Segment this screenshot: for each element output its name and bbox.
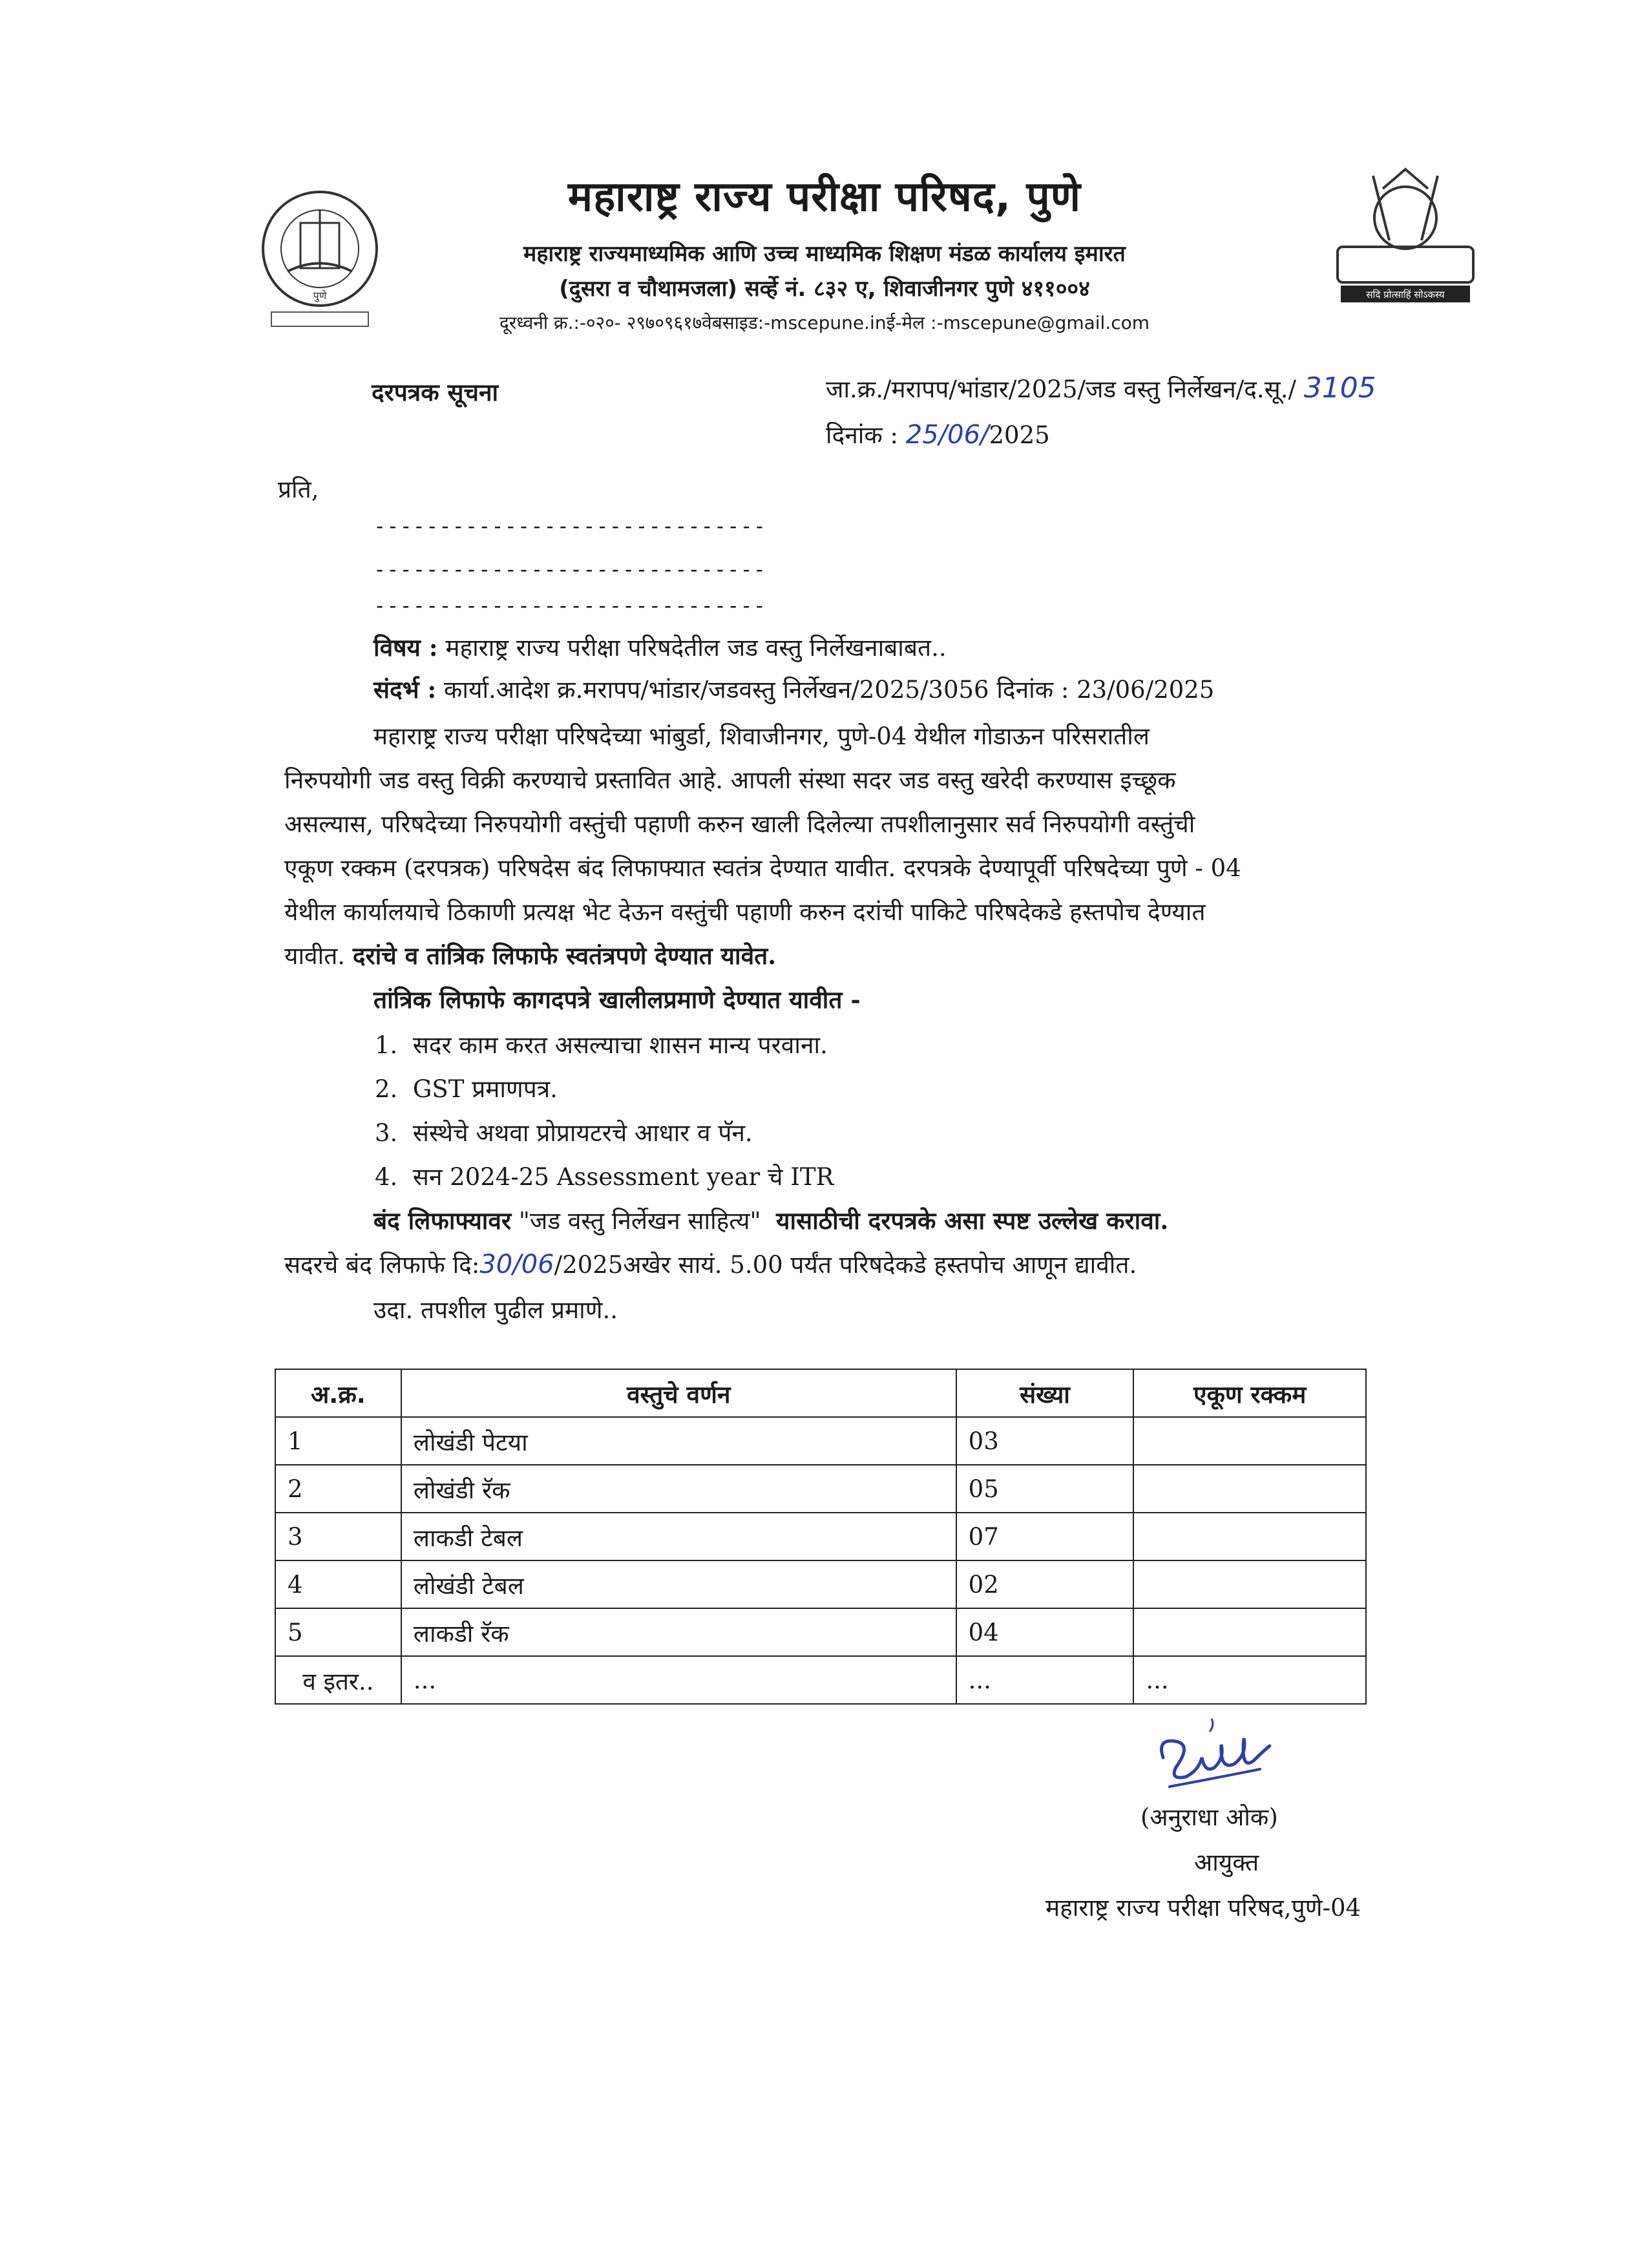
table-header-row	[275, 1369, 1366, 1417]
paragraph-line: एकूण रक्कम (दरपत्रक) परिषदेस बंद लिफाफ्यात स्वतंत्र देण्यात यावीत. दरपत्रके देण्यापूर्वी परिषदेच्या पुणे - 04	[284, 854, 1241, 882]
cell-serial: 4	[275, 1560, 401, 1608]
notice-type-label: दरपत्रक सूचना	[372, 378, 499, 406]
table-row	[275, 1417, 1366, 1465]
organization-title: महाराष्ट्र राज्य परीक्षा परिषद, पुणे	[567, 173, 1082, 221]
handwritten-signature	[1137, 1706, 1286, 1803]
cell-description: लाकडी रॅक	[401, 1608, 956, 1656]
paragraph-line: असल्यास, परिषदेच्या निरुपयोगी वस्तुंची पहाणी करुन खाली दिलेल्या तपशीलानुसार सर्व निरुपयोगी वस्तुंची	[284, 810, 1195, 838]
deadline-handwritten: 30/06	[479, 1250, 554, 1279]
reference-text: कार्या.आदेश क्र.मरापप/भांडार/जडवस्तु निर्लेखन/2025/3056 दिनांक : 23/06/2025	[443, 676, 1215, 704]
cell-amount	[1133, 1560, 1366, 1608]
subject-line	[373, 630, 947, 663]
cell-amount	[1133, 1417, 1366, 1465]
envelope-quote: "जड वस्तु निर्लेखन साहित्य"	[518, 1207, 761, 1235]
to-label: प्रति,	[278, 476, 319, 503]
envelope-bold-start: बंद लिफाफ्यावर	[373, 1206, 512, 1235]
cell-quantity: ...	[956, 1656, 1134, 1704]
cell-description: लाकडी टेबल	[401, 1513, 956, 1560]
date-year: 2025	[989, 421, 1050, 449]
envelope-instruction	[373, 1203, 1168, 1236]
paragraph-last-bold: दरांचे व तांत्रिक लिफाफे स्वतंत्रपणे देण्यात यावेत.	[352, 941, 777, 970]
technical-documents-heading: तांत्रिक लिफाफे कागदपत्रे खालीलप्रमाणे देण्यात यावीत -	[373, 985, 861, 1014]
envelope-bold-end: यासाठीची दरपत्रके असा स्पष्ट उल्लेख करावा.	[776, 1206, 1169, 1235]
table-row	[275, 1465, 1366, 1513]
signatory-designation: आयुक्त	[1194, 1849, 1259, 1876]
cell-amount: ...	[1133, 1656, 1366, 1704]
paragraph-line: येथील कार्यालयाचे ठिकाणी प्रत्यक्ष भेट देऊन वस्तुंची पहाणी करुन दरांची पाकिटे परिषदेकडे हस्तपोच देण्यात	[284, 898, 1206, 926]
reference-number-line	[826, 372, 1376, 404]
table-row	[275, 1608, 1366, 1656]
table-row	[275, 1513, 1366, 1560]
deadline-suffix: /2025अखेर सायं. 5.00 पर्यंत परिषदेकडे हस्तपोच आणून द्यावीत.	[554, 1251, 1137, 1279]
reference-line	[373, 672, 1214, 705]
header-total-amount: एकूण रक्कम	[1133, 1369, 1366, 1417]
date-handwritten: 25/06/	[905, 420, 989, 450]
cell-serial: 5	[275, 1608, 401, 1656]
cell-quantity: 05	[956, 1465, 1134, 1513]
paragraph-line: निरुपयोगी जड वस्तु विक्री करण्याचे प्रस्तावित आहे. आपली संस्था सदर जड वस्तु खरेदी करण्यास इच्छूक	[284, 766, 1176, 794]
signatory-office: महाराष्ट्र राज्य परीक्षा परिषद,पुणे-04	[1045, 1894, 1361, 1922]
table-row	[275, 1656, 1366, 1704]
right-logo-caption: सदि प्रोत्साहिं सोऽकस्य	[1366, 289, 1445, 300]
subject-label: विषय :	[373, 633, 438, 662]
subject-text: महाराष्ट्र राज्य परीक्षा परिषदेतील जड वस्तु निर्लेखनाबाबत..	[445, 634, 947, 662]
notice-date-line	[826, 417, 1050, 450]
reference-label: संदर्भ :	[373, 675, 437, 704]
cell-quantity: 07	[956, 1513, 1134, 1560]
cell-serial: व इतर..	[275, 1656, 401, 1704]
list-item: 4. सन 2024-25 Assessment year चे ITR	[375, 1163, 834, 1191]
office-building-line: महाराष्ट्र राज्यमाध्यमिक आणि उच्च माध्यमिक शिक्षण मंडळ कार्यालय इमारत	[523, 241, 1126, 267]
emblem-logo	[1328, 163, 1483, 308]
date-prefix: दिनांक :	[826, 421, 898, 449]
cell-quantity: 03	[956, 1417, 1134, 1465]
cell-amount	[1133, 1465, 1366, 1513]
header-quantity: संख्या	[956, 1369, 1134, 1417]
items-table	[275, 1369, 1367, 1705]
cell-description: ...	[401, 1656, 956, 1704]
list-item: 1. सदर काम करत असल्याचा शासन मान्य परवाना.	[375, 1031, 828, 1059]
cell-serial: 1	[275, 1417, 401, 1465]
signatory-name: (अनुराधा ओक)	[1140, 1803, 1278, 1831]
deadline-prefix: सदरचे बंद लिफाफे दि:	[284, 1251, 480, 1279]
cell-amount	[1133, 1513, 1366, 1560]
left-logo-caption: पुणे	[313, 289, 327, 302]
example-line: उदा. तपशील पुढील प्रमाणे..	[373, 1296, 618, 1324]
address-blank-line: ------------------------------	[373, 593, 766, 618]
reference-number-handwritten: 3105	[1303, 372, 1376, 404]
address-blank-line: ------------------------------	[373, 514, 766, 538]
cell-serial: 2	[275, 1465, 401, 1513]
reference-number-prefix: जा.क्र./मरापप/भांडार/2025/जड वस्तु निर्लेखन/द.सू./	[826, 375, 1296, 403]
header-item-description: वस्तुचे वर्णन	[401, 1369, 956, 1417]
cell-amount	[1133, 1608, 1366, 1656]
header-serial-no: अ.क्र.	[275, 1369, 401, 1417]
cell-quantity: 02	[956, 1560, 1134, 1608]
cell-description: लोखंडी टेबल	[401, 1560, 956, 1608]
paragraph-last-line	[284, 938, 776, 971]
cell-description: लोखंडी रॅक	[401, 1465, 956, 1513]
list-item: 3. संस्थेचे अथवा प्रोप्रायटरचे आधार व पॅन.	[375, 1119, 753, 1147]
cell-serial: 3	[275, 1513, 401, 1560]
cell-quantity: 04	[956, 1608, 1134, 1656]
list-item: 2. GST प्रमाणपत्र.	[375, 1075, 558, 1103]
paragraph-line: महाराष्ट्र राज्य परीक्षा परिषदेच्या भांबुर्डा, शिवाजीनगर, पुणे-04 येथील गोडाऊन परिसरातील	[373, 722, 1150, 750]
table-row	[275, 1560, 1366, 1608]
cell-description: लोखंडी पेटया	[401, 1417, 956, 1465]
address-line: (दुसरा व चौथामजला) सर्व्हे नं. ८३२ ए, शिवाजीनगर पुणे ४११००४	[559, 276, 1090, 302]
address-blank-line: ------------------------------	[373, 557, 766, 582]
deadline-line	[284, 1247, 1137, 1280]
paragraph-last-plain: यावीत.	[284, 942, 346, 970]
contact-line: दूरध्वनी क्र.:-०२०- २९७०९६१७वेबसाइड:-mscepune.inई-मेल :-mscepune@gmail.com	[499, 312, 1150, 333]
